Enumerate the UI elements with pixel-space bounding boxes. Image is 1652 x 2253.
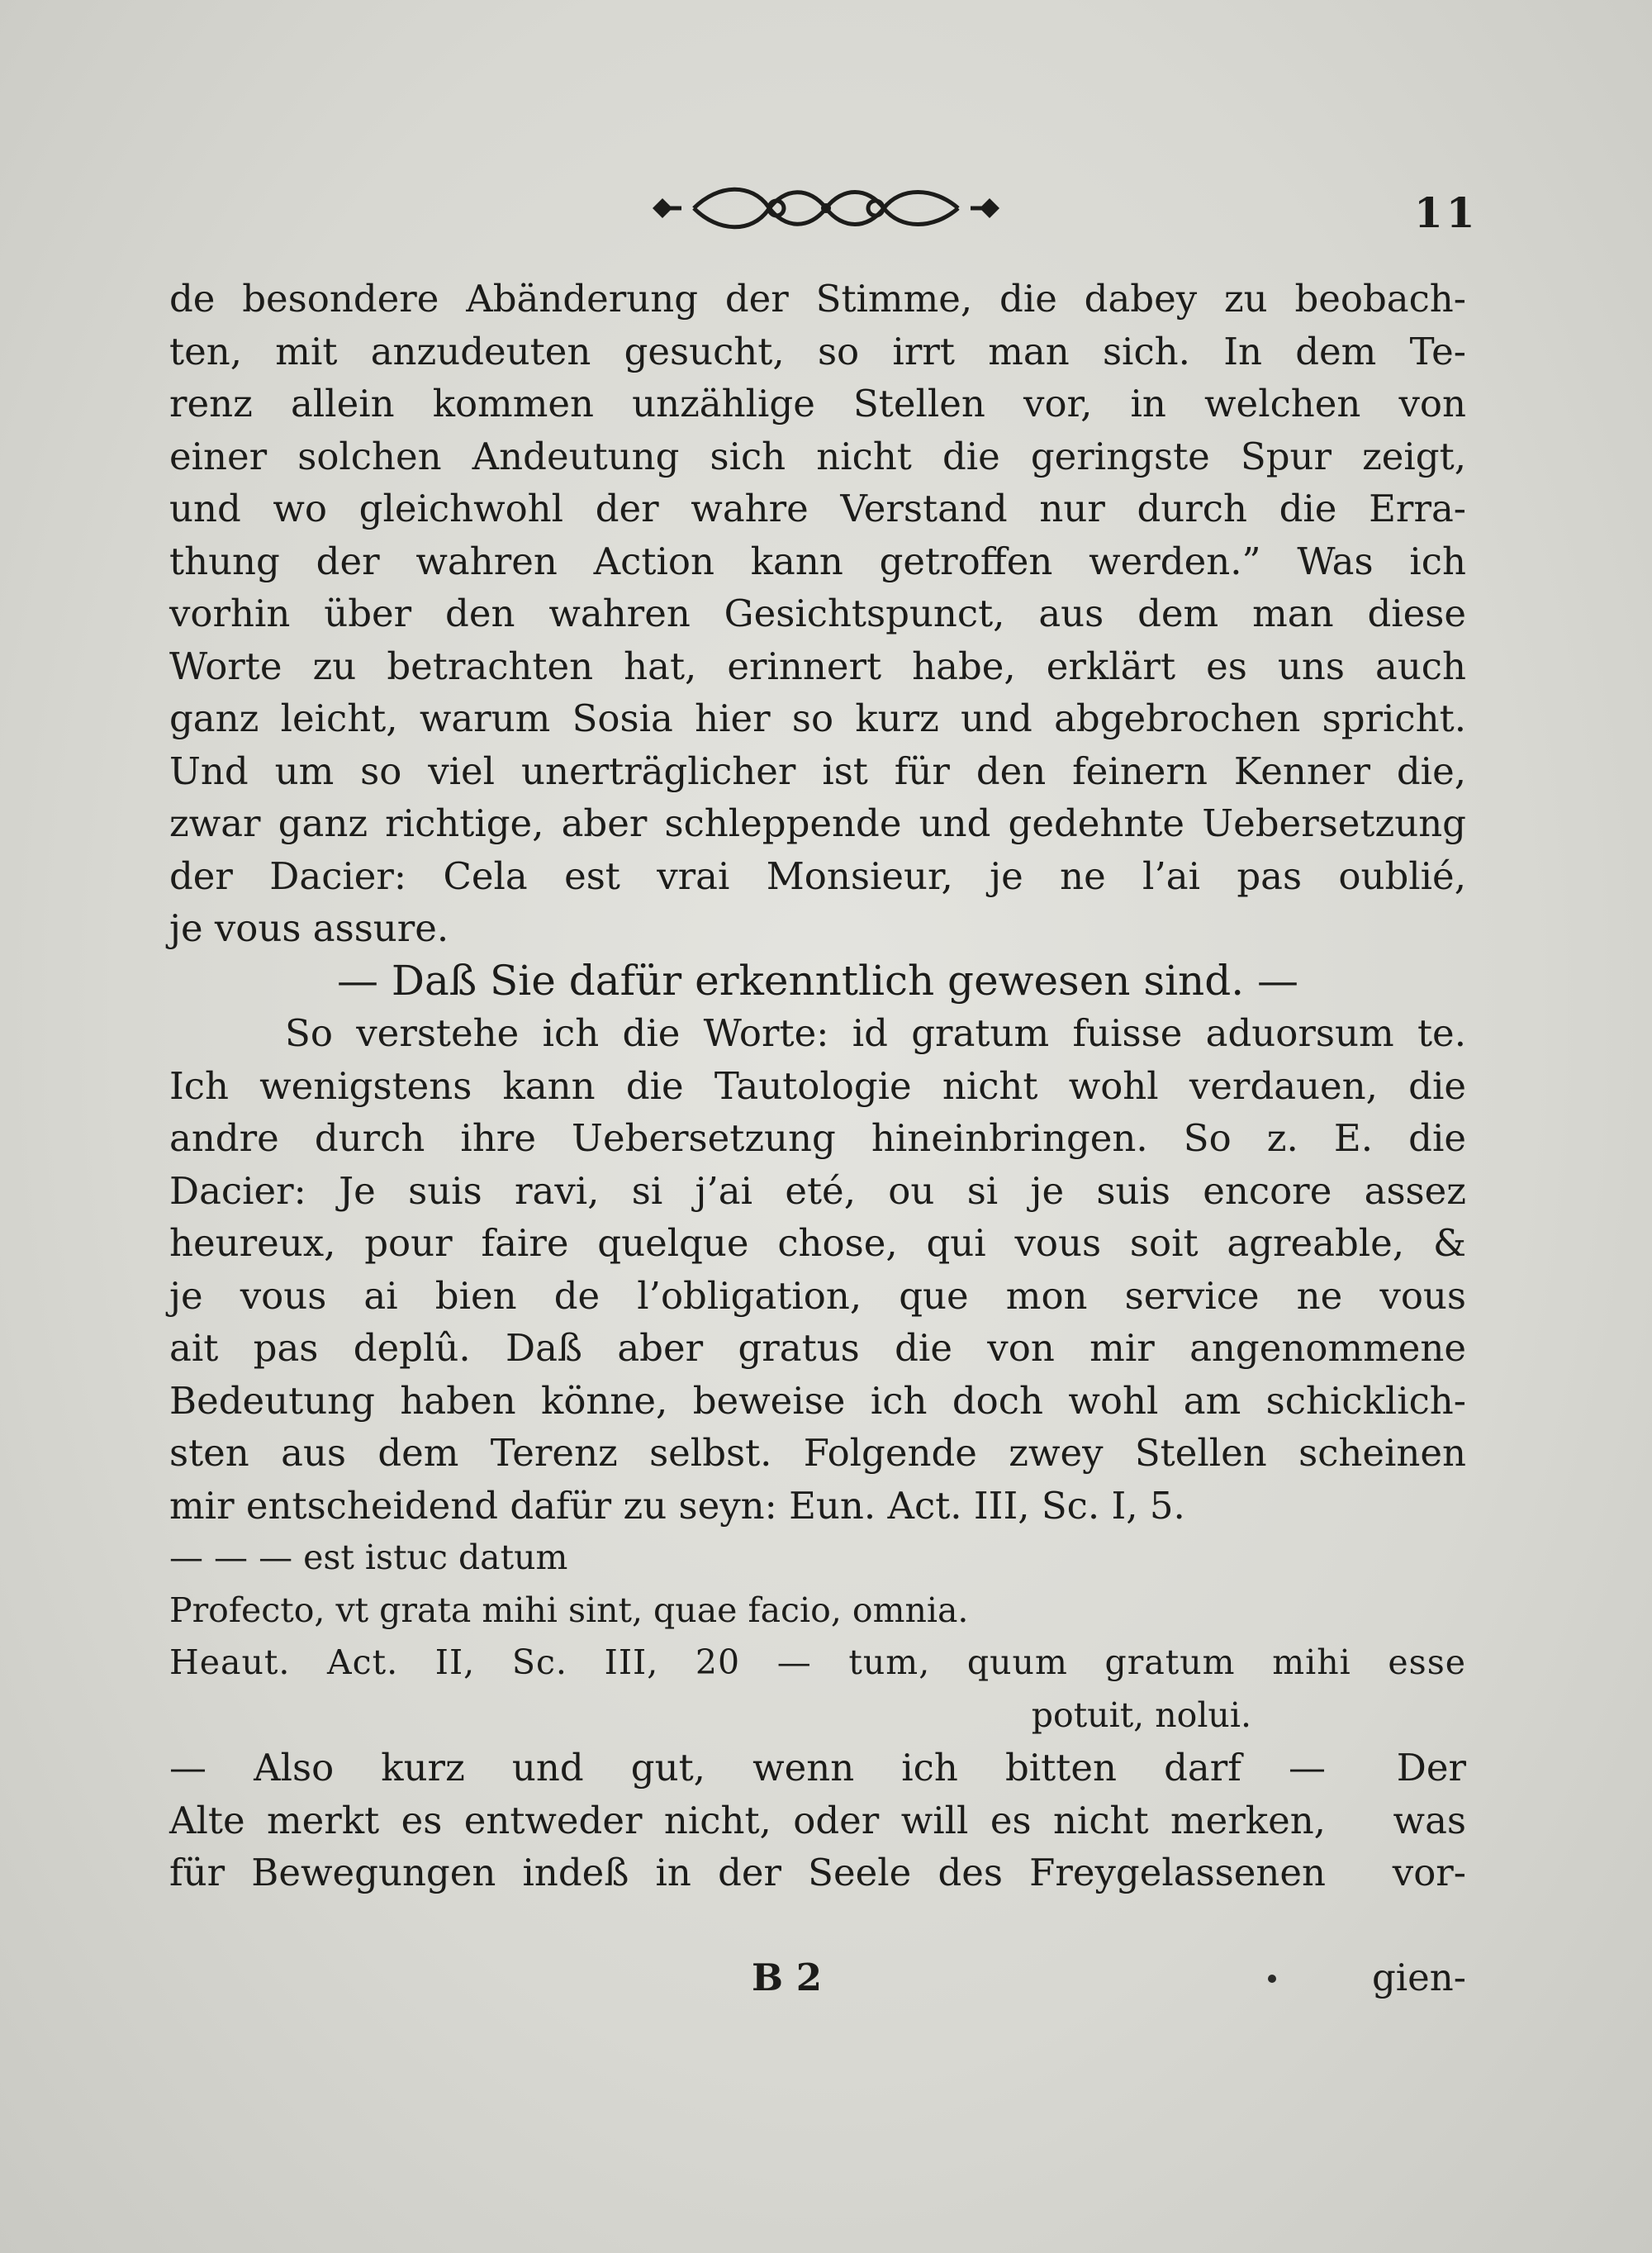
latin-line: Heaut. Act. II, Sc. III, 20 — tum, quum gratum mihi esse — [169, 1642, 1466, 1682]
text-line: einer solchen Andeutung sich nicht die geringste Spur zeigt, — [169, 434, 1466, 478]
text-line: vorhin über den wahren Gesichtspunct, aus dem man diese — [169, 592, 1466, 635]
text-line: Worte zu betrachten hat, erinnert habe, erklärt es uns auch — [169, 644, 1466, 688]
page-number: 11 — [1414, 188, 1479, 237]
latin-line: potuit, nolui. — [1031, 1695, 1251, 1735]
main-text — [169, 273, 1466, 1899]
text-line: renz allein kommen unzählige Stellen vor, in welchen von — [169, 382, 1466, 425]
latin-line: Profecto, vt grata mihi sint, quae facio, omnia. — [169, 1590, 969, 1630]
text-line: Ich wenigstens kann die Tautologie nicht wohl verdauen, die — [169, 1063, 1466, 1108]
text-line — [169, 1742, 1466, 1794]
text-line: de besondere Abänderung der Stimme, die dabey zu beobach- — [169, 277, 1466, 321]
decorative-dot — [1268, 1975, 1276, 1983]
text-line-margin: was — [1393, 1798, 1466, 1842]
text-line-main: Alte merkt es entweder nicht, oder will es nicht merken, — [169, 1798, 1326, 1842]
text-line: ait pas deplû. Daß aber gratus die von mir angenommene — [169, 1326, 1466, 1370]
latin-quotation — [169, 1532, 1466, 1742]
decorative-ornament — [644, 175, 1008, 241]
text-line: Bedeutung haben könne, beweise ich doch wohl am schicklich- — [169, 1378, 1466, 1423]
text-line: heureux, pour faire quelque chose, qui vous soit agreable, & — [169, 1221, 1466, 1265]
text-line: und wo gleichwohl der wahre Verstand nur durch die Erra- — [169, 487, 1466, 530]
quote-heading: — Daß Sie dafür erkenntlich gewesen sind. — — [336, 956, 1299, 1005]
text-line — [169, 1847, 1466, 1899]
text-line: thung der wahren Action kann getroffen werden.” Was ich — [169, 539, 1466, 583]
text-line-main: für Bewegungen indeß in der Seele des Freygelassenen — [169, 1851, 1326, 1894]
text-line: ten, mit anzudeuten gesucht, so irrt man sich. In dem Te- — [169, 329, 1466, 373]
text-line: Dacier: Je suis ravi, si j’ai eté, ou si je suis encore assez — [169, 1168, 1466, 1213]
text-line: ganz leicht, warum Sosia hier so kurz und abgebrochen spricht. — [169, 696, 1466, 740]
catchword: gien- — [1371, 1956, 1466, 1999]
text-line: je vous assure. — [169, 906, 449, 950]
text-line: der Dacier: Cela est vrai Monsieur, je ne l’ai pas oublié, — [169, 853, 1466, 898]
text-line: So verstehe ich die Worte: id gratum fuisse aduorsum te. — [285, 1011, 1466, 1055]
text-line-margin: Der — [1396, 1746, 1466, 1790]
text-line-main: — Also kurz und gut, wenn ich bitten darf — — [169, 1746, 1326, 1790]
text-line — [169, 1794, 1466, 1847]
signature-mark: B 2 — [752, 1956, 823, 1999]
text-line-margin: vor- — [1392, 1851, 1466, 1894]
page-footer — [169, 1951, 1466, 2004]
text-line: Und um so viel unerträglicher ist für den feinern Kenner die, — [169, 749, 1466, 793]
latin-line: — — — est istuc datum — [169, 1538, 568, 1577]
text-line: je vous ai bien de l’obligation, que mon service ne vous — [169, 1273, 1466, 1318]
text-line: mir entscheidend dafür zu seyn: Eun. Act. III, Sc. I, 5. — [169, 1483, 1185, 1528]
text-line: zwar ganz richtige, aber schleppende und gedehnte Uebersetzung — [169, 801, 1466, 845]
text-line: andre durch ihre Uebersetzung hineinbringen. So z. E. die — [169, 1116, 1466, 1160]
text-line: sten aus dem Terenz selbst. Folgende zwey Stellen scheinen — [169, 1431, 1466, 1475]
